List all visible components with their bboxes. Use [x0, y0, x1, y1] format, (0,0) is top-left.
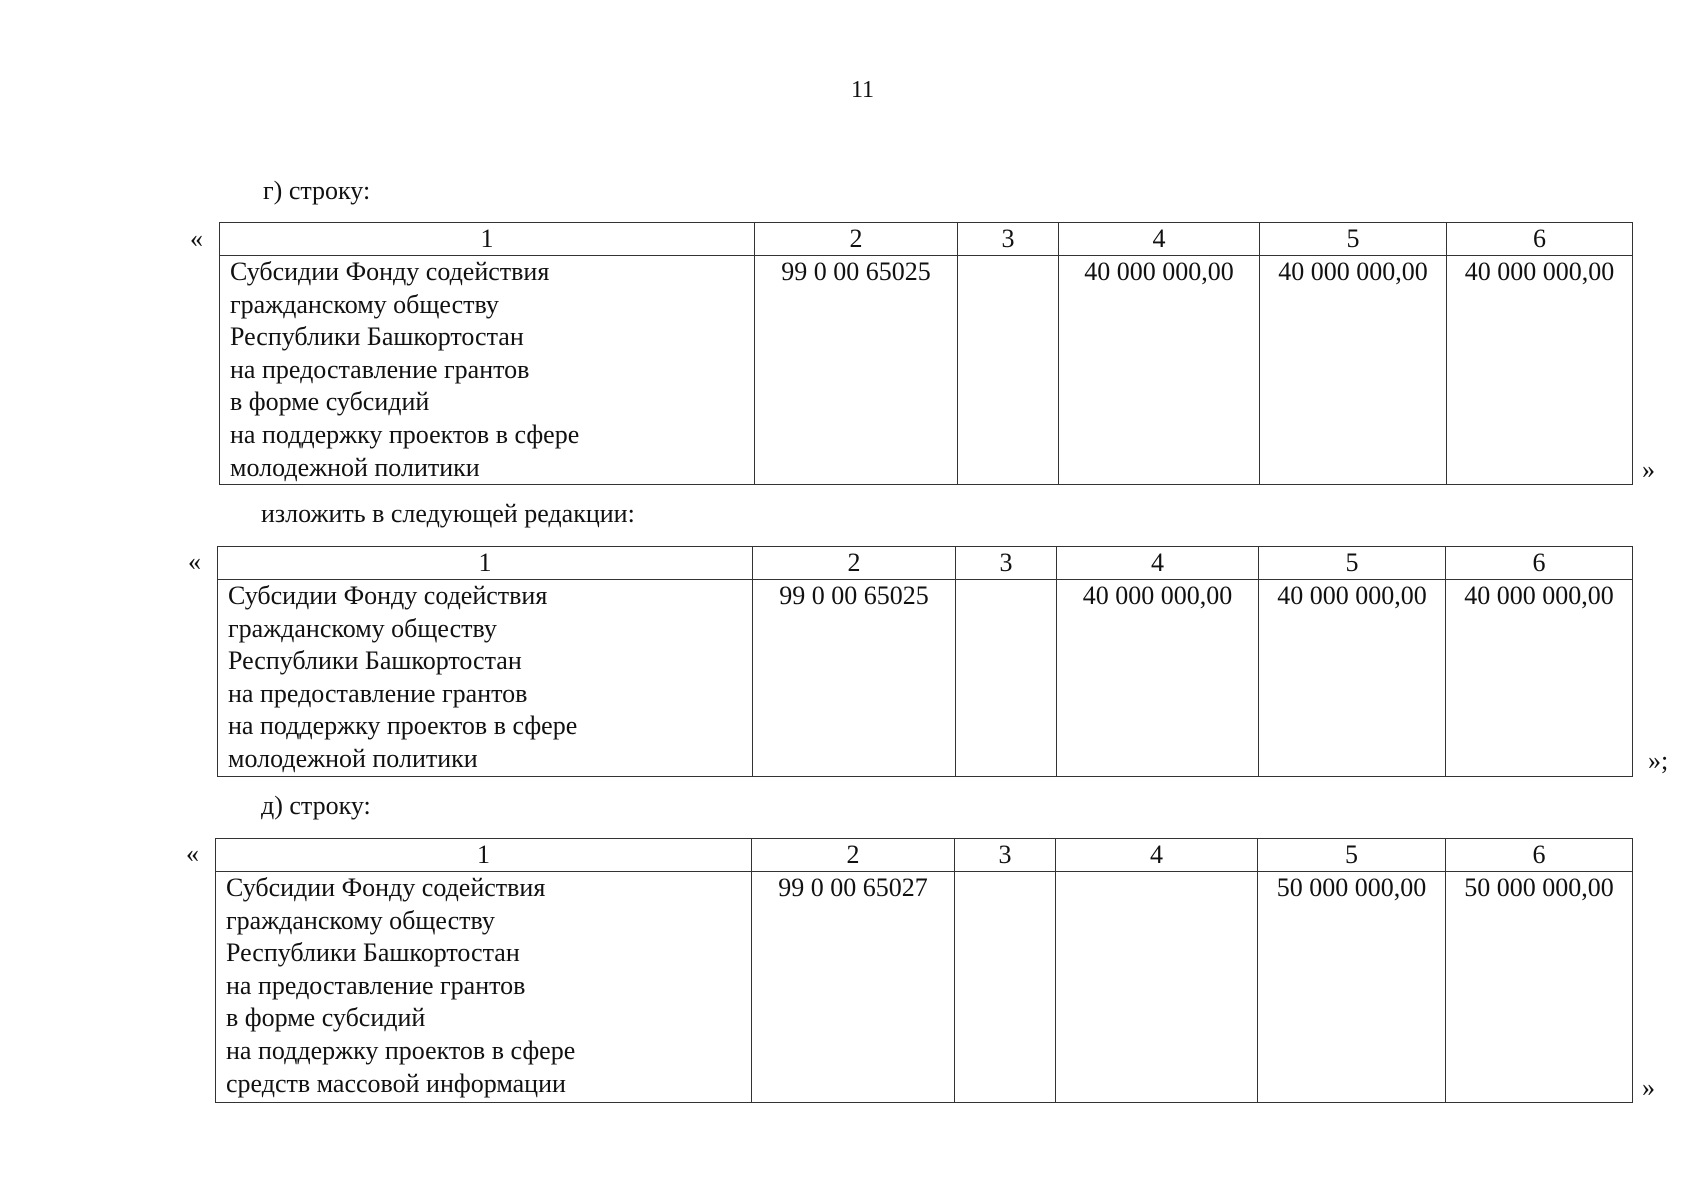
header-cell-3: 3 [958, 223, 1059, 256]
open-quote-3: « [186, 839, 199, 868]
row-col4-cell: 40 000 000,00 [1057, 580, 1259, 777]
header-cell-1: 1 [220, 223, 755, 256]
name-line: Субсидии Фонду содействия [228, 581, 548, 610]
row-name-cell [218, 580, 753, 777]
name-line: на поддержку проектов в сфере [230, 419, 580, 449]
name-line: на предоставление грантов [226, 970, 526, 1000]
name-line: Республики Башкортостан [230, 322, 524, 352]
header-cell-6: 6 [1446, 839, 1633, 872]
header-cell-1: 1 [216, 839, 752, 872]
name-line: на предоставление грантов [230, 354, 530, 384]
header-cell-5: 5 [1258, 839, 1446, 872]
header-cell-5: 5 [1260, 223, 1447, 256]
header-cell-4: 4 [1059, 223, 1260, 256]
header-cell-4: 4 [1056, 839, 1258, 872]
name-line: молодежной политики [230, 452, 480, 482]
name-line: в форме субсидий [226, 1003, 426, 1033]
name-line: Субсидии Фонду содействия [226, 873, 546, 902]
row-col6-cell: 40 000 000,00 [1446, 580, 1633, 777]
name-line: молодежной политики [228, 743, 478, 773]
name-line: на поддержку проектов в сфере [226, 1035, 576, 1065]
header-cell-6: 6 [1447, 223, 1633, 256]
row-col5-cell: 40 000 000,00 [1260, 256, 1447, 485]
header-cell-6: 6 [1446, 547, 1633, 580]
row-name-cell [216, 872, 752, 1103]
row-col6-cell: 40 000 000,00 [1447, 256, 1633, 485]
open-quote-1: « [190, 224, 203, 253]
header-cell-2: 2 [752, 839, 955, 872]
name-line: гражданскому обществу [228, 613, 497, 643]
close-quote-2: »; [1648, 746, 1669, 775]
page-number: 11 [850, 77, 875, 103]
name-line: средств массовой информации [226, 1068, 566, 1098]
name-line: гражданскому обществу [230, 289, 499, 319]
table-row [220, 256, 1633, 485]
row-code-cell: 99 0 00 65025 [753, 580, 956, 777]
close-quote-3: » [1642, 1073, 1655, 1102]
row-col3-cell [956, 580, 1057, 777]
header-cell-3: 3 [955, 839, 1056, 872]
table-header-row [216, 839, 1633, 872]
amendment-table-3 [215, 838, 1633, 1103]
table-row [216, 872, 1633, 1103]
name-line: на поддержку проектов в сфере [228, 711, 578, 741]
section-intro-3: д) строку: [261, 791, 371, 820]
row-col3-cell [958, 256, 1059, 485]
open-quote-2: « [188, 547, 201, 576]
section-intro-1: г) строку: [263, 176, 371, 205]
name-line: гражданскому обществу [226, 905, 495, 935]
row-col5-cell: 50 000 000,00 [1258, 872, 1446, 1103]
header-cell-4: 4 [1057, 547, 1259, 580]
row-name-cell [220, 256, 755, 485]
close-quote-1: » [1642, 455, 1655, 484]
row-col4-cell: 40 000 000,00 [1059, 256, 1260, 485]
header-cell-2: 2 [755, 223, 958, 256]
name-line: на предоставление грантов [228, 678, 528, 708]
name-line: Республики Башкортостан [226, 938, 520, 968]
amendment-table-1 [219, 222, 1633, 485]
row-col4-cell [1056, 872, 1258, 1103]
header-cell-3: 3 [956, 547, 1057, 580]
name-line: Республики Башкортостан [228, 646, 522, 676]
name-line: в форме субсидий [230, 387, 430, 417]
header-cell-2: 2 [753, 547, 956, 580]
table-header-row [220, 223, 1633, 256]
row-code-cell: 99 0 00 65025 [755, 256, 958, 485]
table-row [218, 580, 1633, 777]
name-line: Субсидии Фонду содействия [230, 257, 550, 286]
header-cell-1: 1 [218, 547, 753, 580]
section-intro-2: изложить в следующей редакции: [261, 499, 635, 528]
row-col6-cell: 50 000 000,00 [1446, 872, 1633, 1103]
header-cell-5: 5 [1259, 547, 1446, 580]
row-col3-cell [955, 872, 1056, 1103]
row-code-cell: 99 0 00 65027 [752, 872, 955, 1103]
row-col5-cell: 40 000 000,00 [1259, 580, 1446, 777]
amendment-table-2 [217, 546, 1633, 777]
table-header-row [218, 547, 1633, 580]
